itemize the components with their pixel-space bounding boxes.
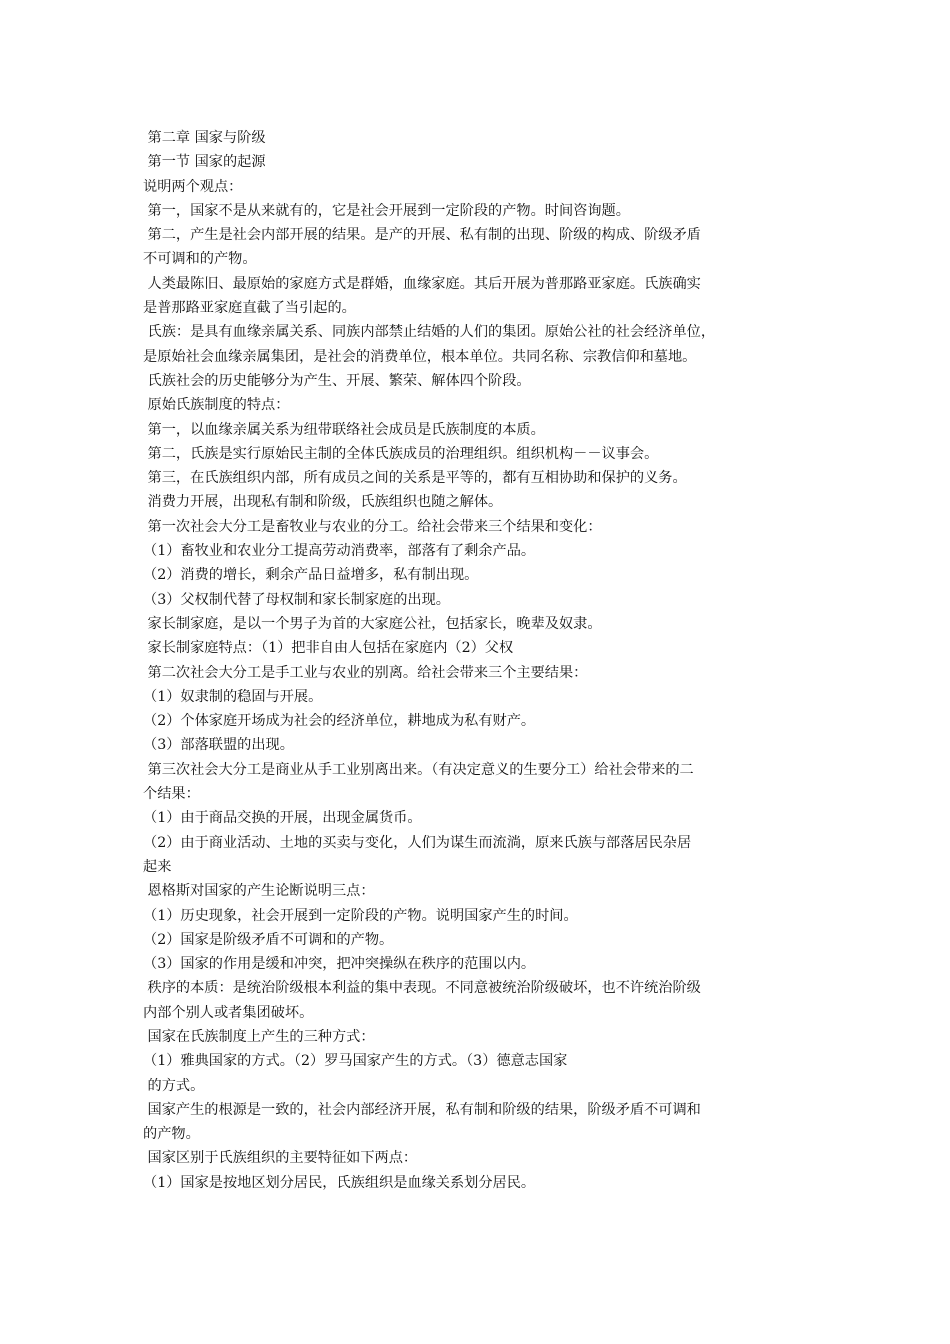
text-line: （1）畜牧业和农业分工提高劳动消费率，部落有了剩余产品。	[143, 543, 536, 560]
text-line: 原始氏族制度的特点：	[143, 397, 290, 414]
text-line: （2）国家是阶级矛盾不可调和的产物。	[143, 931, 394, 948]
chapter-title: 第二章 国家与阶级	[143, 130, 266, 146]
text-line: 是普那路亚家庭直截了当引起的。	[143, 300, 356, 317]
text-line: 起来	[143, 858, 172, 875]
text-line: 第一次社会大分工是畜牧业与农业的分工。给社会带来三个结果和变化：	[143, 518, 602, 535]
text-line: （2）个体家庭开场成为社会的经济单位，耕地成为私有财产。	[143, 713, 536, 730]
text-line: （2）由于商业活动、土地的买卖与变化，人们为谋生而流淌，原来氏族与部落居民杂居	[143, 834, 692, 851]
text-line: 第一，以血缘亲属关系为纽带联络社会成员是氏族制度的本质。	[143, 421, 545, 438]
text-line: 说明两个观点：	[143, 178, 243, 195]
text-line: （1）雅典国家的方式。（2）罗马国家产生的方式。（3）德意志国家	[143, 1053, 568, 1070]
text-line: 人类最陈旧、最原始的家庭方式是群婚，血缘家庭。其后开展为普那路亚家庭。氏族确实	[143, 275, 701, 292]
text-line: 消费力开展，出现私有制和阶级，氏族组织也随之解体。	[143, 494, 503, 511]
text-line: 国家区别于氏族组织的主要特征如下两点：	[143, 1150, 418, 1167]
text-line: 氏族社会的历史能够分为产生、开展、繁荣、解体四个阶段。	[143, 372, 531, 389]
text-line: 国家在氏族制度上产生的三种方式：	[143, 1028, 375, 1045]
text-line: 国家产生的根源是一致的，社会内部经济开展，私有制和阶级的结果，阶级矛盾不可调和	[143, 1101, 701, 1118]
text-line: 个结果：	[143, 786, 200, 803]
text-line: （1）由于商品交换的开展，出现金属货币。	[143, 810, 422, 827]
text-line: （1）国家是按地区划分居民，氏族组织是血缘关系划分居民。	[143, 1174, 536, 1191]
text-line: 不可调和的产物。	[143, 251, 257, 268]
text-line: （1）历史现象，社会开展到一定阶段的产物。说明国家产生的时间。	[143, 907, 578, 924]
text-line: 秩序的本质：是统治阶级根本利益的集中表现。不同意被统治阶级破坏，也不许统治阶级	[143, 980, 701, 997]
text-line: （2）消费的增长，剩余产品日益增多，私有制出现。	[143, 567, 479, 584]
text-line: 第二次社会大分工是手工业与农业的别离。给社会带来三个主要结果：	[143, 664, 588, 681]
text-line: 氏族：是具有血缘亲属关系、同族内部禁止结婚的人们的集团。原始公社的社会经济单位，	[143, 324, 716, 341]
text-line: 第二，产生是社会内部开展的结果。是产的开展、私有制的出现、阶级的构成、阶级矛盾	[143, 227, 701, 244]
text-line: 内部个别人或者集团破坏。	[143, 1004, 314, 1021]
text-line: 第三次社会大分工是商业从手工业别离出来。（有决定意义的生要分工）给社会带来的二	[143, 761, 694, 778]
text-line: 是原始社会血缘亲属集团，是社会的消费单位，根本单位。共同名称、宗教信仰和墓地。	[143, 348, 697, 365]
text-line: 的产物。	[143, 1126, 200, 1143]
text-line: 家长制家庭特点：（1）把非自由人包括在家庭内（2）父权	[143, 640, 514, 657]
text-line: 恩格斯对国家的产生论断说明三点：	[143, 883, 375, 900]
text-line: （3）部落联盟的出现。	[143, 737, 294, 754]
text-line: 家长制家庭，是以一个男子为首的大家庭公社，包括家长，晚辈及奴隶。	[143, 615, 602, 632]
text-line: （3）父权制代替了母权制和家长制家庭的出现。	[143, 591, 450, 608]
text-line: 的方式。	[143, 1077, 205, 1094]
text-line: 第二，氏族是实行原始民主制的全体氏族成员的治理组织。组织机构－－议事会。	[143, 445, 659, 462]
text-line: 第一，国家不是从来就有的，它是社会开展到一定阶段的产物。时间咨询题。	[143, 202, 630, 219]
text-line: 第三，在氏族组织内部，所有成员之间的关系是平等的，都有互相协助和保护的义务。	[143, 470, 687, 487]
document-body	[143, 126, 815, 1195]
text-line: （3）国家的作用是缓和冲突，把冲突操纵在秩序的范围以内。	[143, 956, 536, 973]
section-title: 第一节 国家的起源	[143, 154, 266, 171]
text-line: （1）奴隶制的稳固与开展。	[143, 688, 323, 705]
